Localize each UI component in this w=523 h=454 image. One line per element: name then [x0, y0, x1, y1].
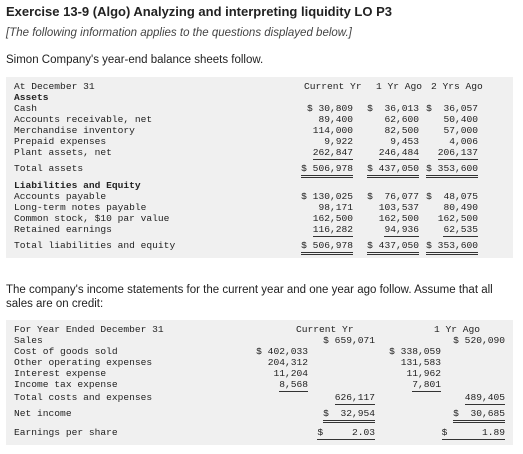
total-liabilities-equity-row — [6, 240, 513, 252]
row-label: Cost of goods sold — [14, 346, 118, 357]
row-label: Total assets — [14, 163, 84, 174]
cell-1yr: 94,936 — [384, 224, 419, 235]
intro-text: Simon Company's year-end balance sheets follow. — [6, 54, 264, 66]
row-label: Common stock, $10 par value — [14, 213, 170, 224]
cell-1yr-total: 489,405 — [464, 392, 505, 403]
cell-current: 8,568 — [279, 379, 308, 390]
table-row — [6, 147, 513, 159]
bs-header-label: At December 31 — [14, 81, 95, 92]
cell-current: 98,171 — [318, 202, 353, 213]
cell-current-total: $ 32,954 — [323, 408, 375, 423]
cell-current-total: $ 659,071 — [323, 335, 375, 346]
cell-current: 204,312 — [267, 357, 308, 368]
row-label: Cash — [14, 103, 38, 114]
cell-2yr: $ 48,075 — [426, 191, 478, 202]
cell-2yr: 50,400 — [443, 114, 478, 125]
cell-current: 11,204 — [273, 368, 308, 379]
cell-2yr: $ 36,057 — [426, 103, 478, 114]
net-income-row — [6, 408, 513, 420]
row-label: Total costs and expenses — [14, 392, 153, 403]
cell-current: 162,500 — [312, 213, 353, 224]
income-statement-table — [6, 320, 513, 445]
cell-1yr: $ 338,059 — [389, 346, 441, 357]
row-label: Interest expense — [14, 368, 107, 379]
cell-1yr: 162,500 — [378, 213, 419, 224]
exercise-title: Exercise 13-9 (Algo) Analyzing and interpreting liquidity LO P3 — [6, 4, 392, 19]
assets-heading: Assets — [14, 92, 49, 103]
cell-1yr: 9,453 — [390, 136, 419, 147]
balance-sheet-table — [6, 77, 513, 258]
exercise-subtitle: [The following information applies to the questions displayed below.] — [6, 27, 352, 39]
table-row — [6, 224, 513, 236]
row-label: Total liabilities and equity — [14, 240, 176, 251]
cell-1yr: 246,484 — [378, 147, 419, 158]
cell-current: 262,847 — [312, 147, 353, 158]
row-label: Long-term notes payable — [14, 202, 147, 213]
bs-header-2yr: 2 Yrs Ago — [431, 81, 483, 92]
row-label: Retained earnings — [14, 224, 112, 235]
cell-1yr: 11,962 — [406, 368, 441, 379]
cell-current: $ 30,809 — [306, 103, 353, 114]
cell-current: $ 130,025 — [301, 191, 353, 202]
table-row — [6, 379, 513, 391]
cell-1yr: 131,583 — [400, 357, 441, 368]
is-header-label: For Year Ended December 31 — [14, 324, 164, 335]
row-label: Plant assets, net — [14, 147, 112, 158]
cell-1yr: $ 36,013 — [367, 103, 419, 114]
cell-1yr: $ 437,050 — [367, 163, 419, 178]
cell-1yr-total: $ 1.89 — [441, 427, 505, 438]
is-header-current: Current Yr — [296, 324, 354, 335]
row-label: Other operating expenses — [14, 357, 153, 368]
total-assets-row — [6, 163, 513, 175]
bs-header-1yr: 1 Yr Ago — [376, 81, 423, 92]
cell-1yr: 103,537 — [378, 202, 419, 213]
cell-current: 114,000 — [312, 125, 353, 136]
row-label: Accounts payable — [14, 191, 107, 202]
income-statement-intro: The company's income statements for the current year and one year ago follow. Assume that all sales are on credit: — [6, 284, 493, 310]
cell-1yr-total: $ 30,685 — [453, 408, 505, 423]
cell-current-total: $ 2.03 — [317, 427, 375, 438]
cell-current: $ 506,978 — [301, 240, 353, 255]
row-label: Earnings per share — [14, 427, 118, 438]
row-label: Net income — [14, 408, 72, 419]
cell-current: 116,282 — [312, 224, 353, 235]
row-label: Income tax expense — [14, 379, 118, 390]
cell-1yr: 82,500 — [384, 125, 419, 136]
table-row — [6, 392, 513, 404]
cell-1yr: $ 76,077 — [367, 191, 419, 202]
cell-current: $ 506,978 — [301, 163, 353, 178]
row-label: Sales — [14, 335, 43, 346]
eps-row — [6, 427, 513, 439]
cell-current: 9,922 — [324, 136, 353, 147]
cell-2yr: $ 353,600 — [426, 240, 478, 255]
cell-2yr: 162,500 — [437, 213, 478, 224]
cell-2yr: $ 353,600 — [426, 163, 478, 178]
cell-current: $ 402,033 — [256, 346, 308, 357]
cell-2yr: 62,535 — [443, 224, 478, 235]
cell-2yr: 4,006 — [449, 136, 478, 147]
row-label: Accounts receivable, net — [14, 114, 153, 125]
cell-2yr: 57,000 — [443, 125, 478, 136]
cell-2yr: 80,490 — [443, 202, 478, 213]
cell-1yr: 62,600 — [384, 114, 419, 125]
row-label: Prepaid expenses — [14, 136, 107, 147]
row-label: Merchandise inventory — [14, 125, 135, 136]
cell-current-total: 626,117 — [334, 392, 375, 403]
cell-current: 89,400 — [318, 114, 353, 125]
cell-2yr: 206,137 — [437, 147, 478, 158]
cell-1yr-total: $ 520,090 — [453, 335, 505, 346]
is-header-1yr: 1 Yr Ago — [434, 324, 481, 335]
cell-1yr: $ 437,050 — [367, 240, 419, 255]
cell-1yr: 7,801 — [412, 379, 441, 390]
liabilities-heading: Liabilities and Equity — [14, 180, 141, 191]
bs-header-current: Current Yr — [304, 81, 362, 92]
